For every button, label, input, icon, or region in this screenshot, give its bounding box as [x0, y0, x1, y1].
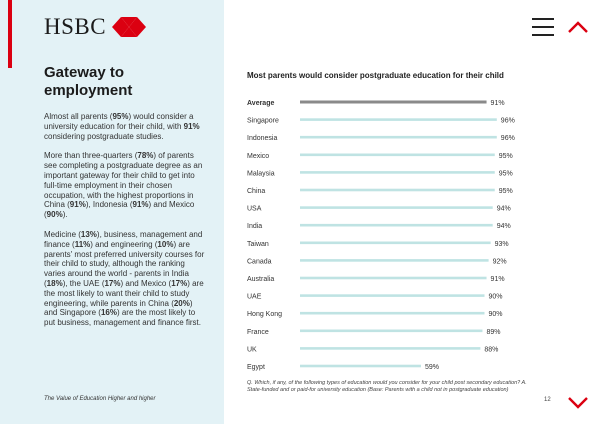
value-label-indonesia: 96%	[500, 135, 515, 143]
value-label-taiwan: 93%	[494, 240, 509, 248]
category-label-mexico: Mexico	[247, 152, 270, 160]
bar-uae	[300, 294, 485, 297]
bar-france	[300, 330, 482, 333]
paragraph-1: Almost all parents (95%) would consider a university education for their child, with 91% considering postgraduate studies.	[44, 112, 200, 141]
category-label-canada: Canada	[247, 258, 272, 266]
chevron-up-icon[interactable]	[567, 20, 589, 34]
panel-title: Gateway to employment	[44, 64, 133, 99]
chevron-down-icon[interactable]	[567, 396, 589, 410]
bar-china	[300, 189, 495, 192]
category-label-china: China	[247, 188, 266, 195]
category-label-india: India	[247, 223, 263, 231]
bar-singapore	[300, 118, 497, 121]
footer-title: The Value of Education Higher and higher	[44, 396, 156, 402]
value-label-uae: 90%	[488, 293, 503, 301]
value-label-france: 89%	[486, 328, 501, 336]
category-label-australia: Australia	[247, 276, 275, 283]
category-label-usa: USA	[247, 205, 262, 213]
bar-malaysia	[300, 171, 495, 174]
value-label-singapore: 96%	[500, 117, 515, 125]
value-label-australia: 91%	[490, 276, 505, 283]
category-label-singapore: Singapore	[247, 117, 279, 125]
bar-indonesia	[300, 136, 497, 139]
bar-australia	[300, 277, 487, 280]
category-label-malaysia: Malaysia	[247, 170, 275, 178]
sidebar-panel	[0, 0, 224, 424]
brand[interactable]	[44, 14, 146, 40]
value-label-hong-kong: 90%	[488, 311, 503, 319]
category-label-average: Average	[247, 100, 275, 107]
value-label-china: 95%	[498, 188, 513, 195]
category-label-indonesia: Indonesia	[247, 135, 278, 143]
bar-chart	[240, 88, 540, 378]
hamburger-icon	[532, 18, 554, 20]
value-label-average: 91%	[490, 100, 505, 107]
category-label-egypt: Egypt	[247, 364, 265, 371]
value-label-india: 94%	[496, 223, 511, 231]
category-label-hong-kong: Hong Kong	[247, 311, 283, 319]
bar-canada	[300, 259, 489, 262]
body-copy	[44, 112, 206, 338]
menu-button[interactable]	[532, 18, 554, 38]
value-label-malaysia: 95%	[498, 170, 513, 178]
page-number: 12	[544, 397, 551, 403]
survey-note: Q. Which, if any, of the following types of education would you consider for your child post secondary education? A. State-funded and or paid-for university education (Base: Parents with a child not in postgraduate education)	[247, 380, 527, 393]
value-label-canada: 92%	[492, 258, 507, 266]
category-label-taiwan: Taiwan	[247, 240, 269, 248]
bar-hong-kong	[300, 312, 485, 315]
bar-usa	[300, 206, 493, 209]
bar-mexico	[300, 154, 495, 157]
value-label-usa: 94%	[496, 205, 511, 213]
hsbc-hexagon-icon	[112, 17, 146, 37]
accent-rule	[8, 0, 12, 68]
bar-average	[300, 101, 487, 104]
value-label-mexico: 95%	[498, 152, 513, 160]
category-label-uae: UAE	[247, 293, 262, 301]
bar-uk	[300, 347, 480, 350]
brand-name: HSBC	[44, 14, 107, 39]
bar-india	[300, 224, 493, 227]
paragraph-3: Medicine (13%), business, management and finance (11%) and engineering (10%) are parents' most preferred university courses for their child to study, although the ranking varies around the world - parents in India (18%), the UAE (17%) and Mexico (17%) are the most likely to want their child to study engineering, while parents in China (20%) and Singapore (16%) are the most likely to put business, management and finance first.	[44, 229, 205, 328]
chart-title: Most parents would consider postgraduate education for their child	[247, 71, 504, 80]
category-label-uk: UK	[247, 346, 257, 354]
category-label-france: France	[247, 328, 269, 336]
value-label-uk: 88%	[484, 346, 499, 354]
bar-egypt	[300, 365, 421, 368]
bar-taiwan	[300, 242, 491, 245]
paragraph-2: More than three-quarters (78%) of parents see completing a postgraduate degree as an important gateway for their child to get into full-time employment in their chosen occupation, with the highest proportions in China (91%), Indonesia (91%) and Mexico (90%).	[44, 151, 203, 220]
value-label-egypt: 59%	[424, 364, 439, 371]
